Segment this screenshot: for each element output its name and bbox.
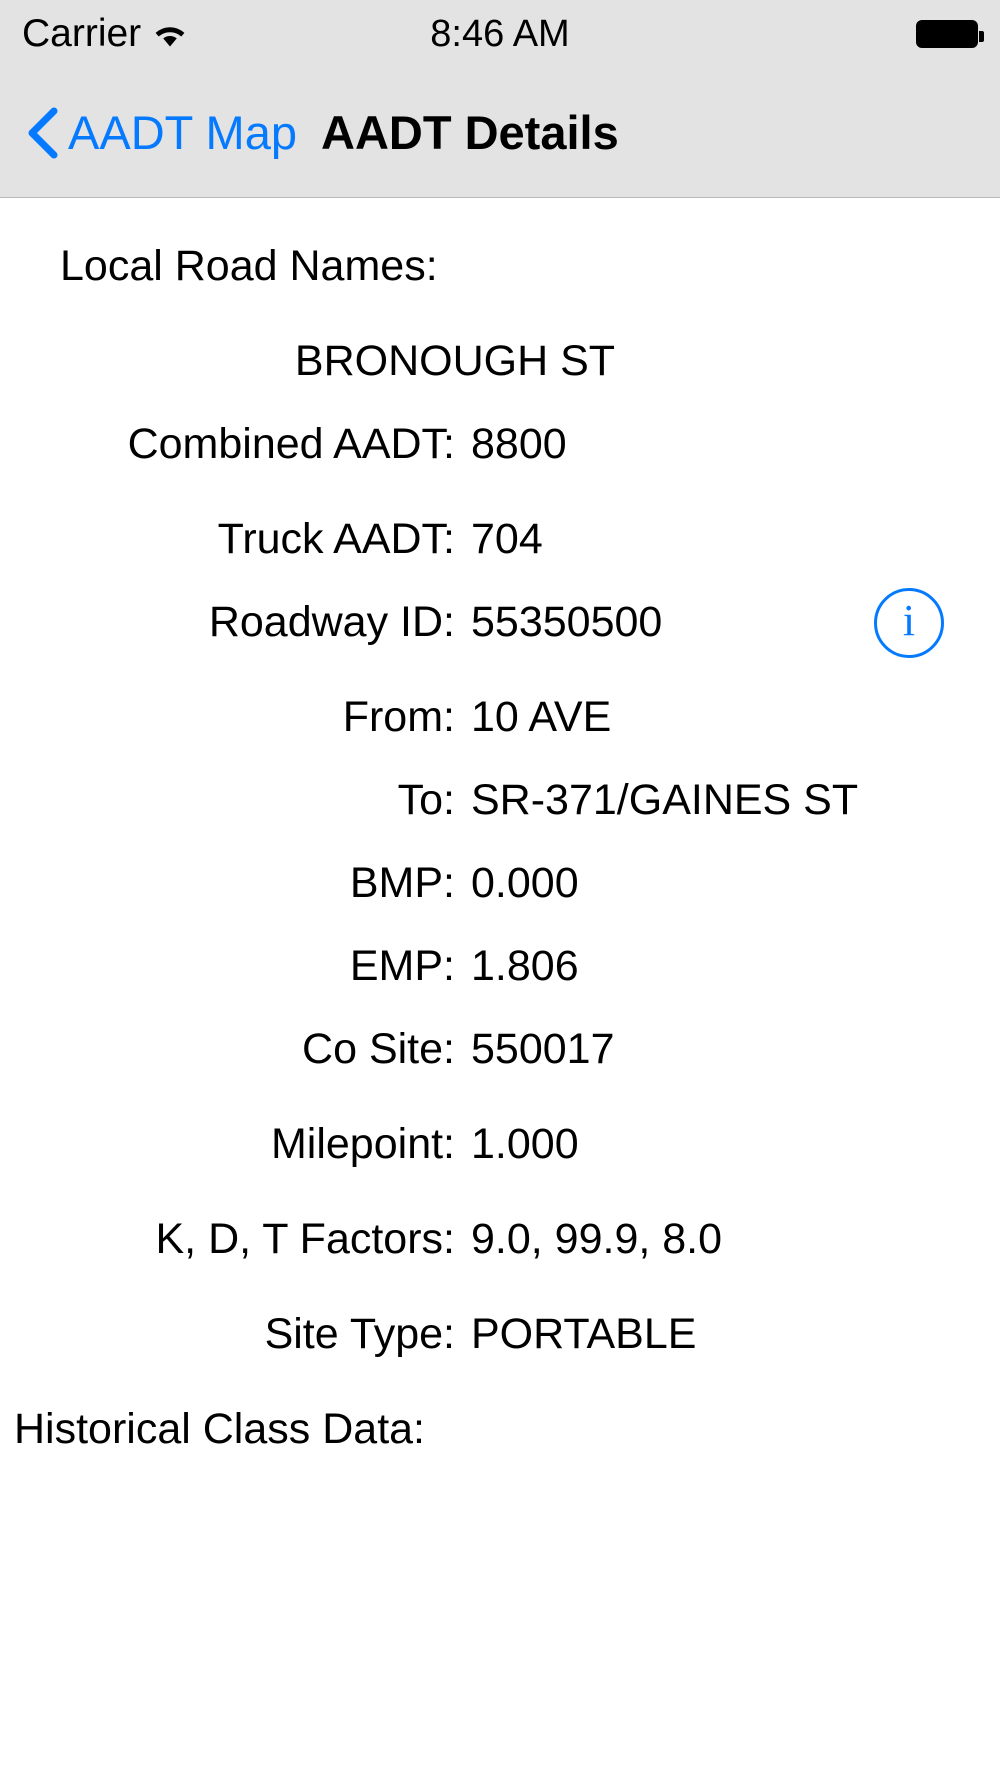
status-bar-left	[22, 12, 187, 56]
detail-row-label: Site Type:	[264, 1310, 455, 1358]
detail-row-value: 550017	[471, 1025, 615, 1073]
detail-row-site-type	[0, 1310, 1000, 1359]
detail-row-label: Milepoint:	[270, 1120, 455, 1168]
navigation-bar	[0, 68, 1000, 198]
wifi-icon	[153, 23, 187, 49]
detail-row-label: To:	[397, 776, 455, 824]
detail-row-value: 9.0, 99.9, 8.0	[471, 1215, 723, 1263]
local-road-names-label: Local Road Names:	[60, 242, 438, 290]
detail-row-value: 55350500	[471, 598, 663, 646]
info-icon-glyph: i	[902, 596, 916, 645]
detail-row-kdt-factors	[0, 1215, 1000, 1264]
detail-row-value: PORTABLE	[471, 1310, 697, 1358]
detail-row-label: BMP:	[349, 859, 455, 907]
detail-row-truck-aadt	[0, 515, 1000, 564]
detail-row-milepoint	[0, 1120, 1000, 1169]
local-road-name-value: BRONOUGH ST	[294, 337, 616, 385]
status-bar	[0, 0, 1000, 68]
detail-row-value: 1.000	[471, 1120, 579, 1168]
status-bar-right	[916, 20, 978, 48]
detail-row-emp	[0, 942, 1000, 991]
detail-row-value: 1.806	[471, 942, 579, 990]
detail-row-value: 10 AVE	[471, 693, 612, 741]
page-title: AADT Details	[321, 106, 619, 159]
detail-row-from	[0, 693, 1000, 742]
detail-row-co-site	[0, 1025, 1000, 1074]
historical-class-data-label: Historical Class Data:	[14, 1405, 425, 1453]
detail-row-label: Roadway ID:	[208, 598, 455, 646]
detail-row-value: 704	[471, 515, 543, 563]
battery-full-icon	[916, 20, 978, 48]
details-content	[0, 198, 1000, 1454]
detail-row-value: 8800	[471, 420, 567, 468]
detail-row-label: Combined AADT:	[127, 420, 455, 468]
detail-row-label: K, D, T Factors:	[155, 1215, 455, 1263]
detail-row-label: Truck AADT:	[217, 515, 455, 563]
detail-row-label: EMP:	[349, 942, 455, 990]
detail-row-value: SR-371/GAINES ST	[471, 776, 859, 824]
carrier-label: Carrier	[22, 12, 142, 55]
detail-row-bmp	[0, 859, 1000, 908]
status-bar-time: 8:46 AM	[430, 12, 570, 55]
detail-row-label: Co Site:	[302, 1025, 455, 1073]
back-button-label: AADT Map	[68, 106, 297, 159]
detail-row-roadway-id	[0, 598, 1000, 647]
chevron-left-icon	[26, 107, 58, 159]
detail-row-combined-aadt	[0, 420, 1000, 469]
detail-row-label: From:	[342, 693, 455, 741]
detail-row-to	[0, 776, 1000, 825]
back-button[interactable]	[26, 105, 297, 160]
info-icon[interactable]	[874, 588, 944, 658]
detail-row-value: 0.000	[471, 859, 579, 907]
